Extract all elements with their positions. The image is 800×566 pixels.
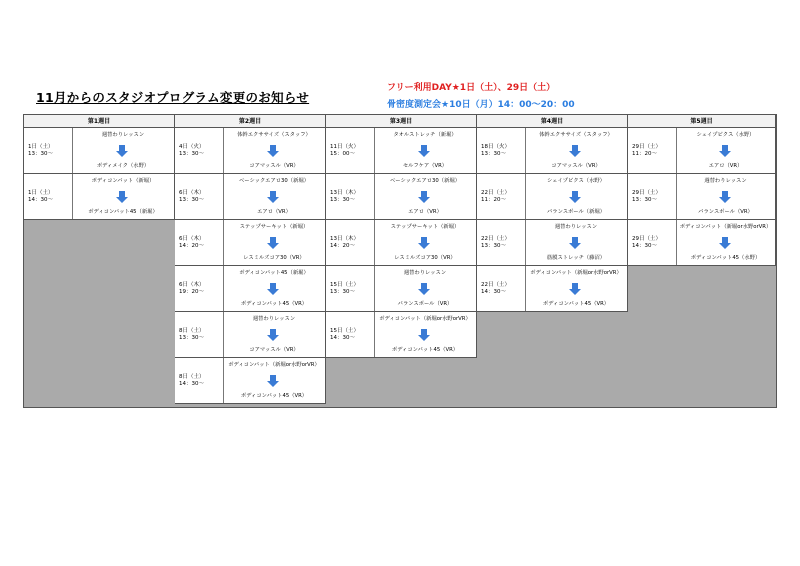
- date-label: 15日（土）: [330, 282, 359, 288]
- date-label: 22日（土）: [481, 236, 510, 242]
- old-program: 体幹エクササイズ（スタッフ）: [237, 132, 311, 138]
- date-label: 18日（火）: [481, 144, 510, 150]
- schedule-cell: [24, 174, 175, 220]
- week-header: 第4週目: [477, 115, 628, 128]
- cell-date: [179, 328, 219, 342]
- schedule-cell: [477, 174, 628, 220]
- cell-date: [330, 144, 370, 158]
- new-program: コアマッスル（VR）: [551, 163, 601, 169]
- new-program: コアマッスル（VR）: [249, 163, 299, 169]
- down-arrow-icon: [719, 237, 731, 249]
- date-label: 29日（土）: [632, 144, 661, 150]
- old-program: 週替わりレッスン: [101, 132, 145, 138]
- schedule-cell: [628, 220, 776, 266]
- date-label: 13日（木）: [330, 190, 359, 196]
- cell-divider: [676, 174, 677, 219]
- cell-date: [179, 144, 219, 158]
- cell-divider: [223, 358, 224, 403]
- time-label: 13：30〜: [179, 335, 204, 341]
- cell-divider: [223, 312, 224, 357]
- new-program: レスミルズコア30（VR）: [394, 255, 456, 261]
- time-label: 14：30〜: [28, 197, 53, 203]
- down-arrow-icon: [267, 375, 279, 387]
- time-label: 13：30〜: [330, 289, 355, 295]
- down-arrow-icon: [719, 145, 731, 157]
- cell-date: [179, 282, 219, 296]
- new-program: ボディメイク（水野）: [96, 163, 150, 169]
- date-label: 8日（土）: [179, 328, 205, 334]
- week-header: 第5週目: [628, 115, 776, 128]
- cell-date: [330, 282, 370, 296]
- down-arrow-icon: [418, 237, 430, 249]
- week-header: 第3週目: [326, 115, 477, 128]
- schedule-cell: [477, 220, 628, 266]
- new-program: バランスボール（VR）: [698, 209, 753, 215]
- old-program: ボディコンバット（新堀or水野orVR）: [679, 224, 772, 230]
- date-label: 22日（土）: [481, 190, 510, 196]
- new-program: コアマッスル（VR）: [249, 347, 299, 353]
- empty-area: [24, 220, 175, 407]
- cell-divider: [374, 266, 375, 311]
- schedule-cell: [24, 128, 175, 174]
- cell-date: [28, 190, 68, 204]
- time-label: 11：20〜: [632, 151, 657, 157]
- empty-area: [326, 358, 477, 407]
- date-label: 22日（土）: [481, 282, 510, 288]
- schedule-cell: [326, 266, 477, 312]
- new-program: バランスボール（新堀）: [546, 209, 605, 215]
- new-program: ボディコンバット45（VR）: [391, 347, 459, 353]
- cell-date: [481, 190, 521, 204]
- new-program: セルフケア（VR）: [402, 163, 448, 169]
- time-label: 19：20〜: [179, 289, 204, 295]
- down-arrow-icon: [267, 237, 279, 249]
- date-label: 6日（木）: [179, 282, 205, 288]
- cell-date: [330, 190, 370, 204]
- schedule-cell: [326, 220, 477, 266]
- date-label: 4日（火）: [179, 144, 205, 150]
- down-arrow-icon: [418, 283, 430, 295]
- new-program: ボディコンバット45（水野）: [690, 255, 761, 261]
- schedule-cell: [175, 312, 326, 358]
- cell-date: [179, 374, 219, 388]
- cell-date: [28, 144, 68, 158]
- time-label: 13：30〜: [632, 197, 657, 203]
- down-arrow-icon: [116, 191, 128, 203]
- schedule-cell: [326, 174, 477, 220]
- down-arrow-icon: [569, 145, 581, 157]
- cell-divider: [72, 174, 73, 219]
- time-label: 14：30〜: [481, 289, 506, 295]
- date-label: 11日（火）: [330, 144, 359, 150]
- old-program: ボディコンバット（新堀）: [91, 178, 155, 184]
- new-program: ボディコンバット45（VR）: [542, 301, 610, 307]
- new-program: エアロ（VR）: [408, 209, 442, 215]
- new-program: エアロ（VR）: [708, 163, 743, 169]
- cell-date: [481, 236, 521, 250]
- down-arrow-icon: [418, 191, 430, 203]
- cell-date: [632, 190, 672, 204]
- date-label: 1日（土）: [28, 144, 54, 150]
- time-label: 14：20〜: [330, 243, 355, 249]
- time-label: 13：30〜: [179, 197, 204, 203]
- down-arrow-icon: [267, 283, 279, 295]
- date-label: 29日（土）: [632, 236, 661, 242]
- empty-area: [175, 404, 326, 407]
- new-program: バランスボール（VR）: [397, 301, 453, 307]
- cell-divider: [72, 128, 73, 173]
- cell-divider: [525, 220, 526, 265]
- cell-date: [179, 236, 219, 250]
- down-arrow-icon: [267, 191, 279, 203]
- down-arrow-icon: [116, 145, 128, 157]
- down-arrow-icon: [267, 329, 279, 341]
- cell-date: [632, 236, 672, 250]
- old-program: ステップサーキット（新堀）: [239, 224, 309, 230]
- cell-divider: [223, 174, 224, 219]
- time-label: 13：30〜: [481, 151, 506, 157]
- time-label: 13：30〜: [179, 151, 204, 157]
- cell-divider: [676, 128, 677, 173]
- old-program: 週替わりレッスン: [704, 178, 747, 184]
- down-arrow-icon: [569, 283, 581, 295]
- cell-divider: [374, 174, 375, 219]
- schedule-cell: [175, 174, 326, 220]
- down-arrow-icon: [719, 191, 731, 203]
- schedule-cell: [326, 128, 477, 174]
- date-label: 6日（木）: [179, 190, 205, 196]
- time-label: 13：30〜: [28, 151, 53, 157]
- date-label: 15日（土）: [330, 328, 359, 334]
- new-program: ボディコンバット45（新堀）: [88, 209, 158, 215]
- old-program: ボディコンバット（新堀or水野orVR）: [530, 270, 622, 276]
- schedule-cell: [175, 128, 326, 174]
- old-program: シェイプピクス（水野）: [547, 178, 605, 184]
- date-label: 6日（木）: [179, 236, 205, 242]
- cell-divider: [525, 128, 526, 173]
- time-label: 13：30〜: [481, 243, 506, 249]
- down-arrow-icon: [569, 237, 581, 249]
- cell-divider: [525, 266, 526, 311]
- week-header: 第1週目: [24, 115, 175, 128]
- old-program: 体幹エクササイズ（スタッフ）: [539, 132, 613, 138]
- schedule-cell: [628, 128, 776, 174]
- schedule-cell: [175, 266, 326, 312]
- time-label: 14：30〜: [179, 381, 204, 387]
- cell-divider: [374, 312, 375, 357]
- schedule-table: [23, 114, 777, 408]
- down-arrow-icon: [569, 191, 581, 203]
- date-label: 13日（木）: [330, 236, 359, 242]
- schedule-cell: [175, 358, 326, 404]
- schedule-cell: [477, 266, 628, 312]
- new-program: ボディコンバット45（VR）: [240, 301, 308, 307]
- date-label: 1日（土）: [28, 190, 54, 196]
- schedule-cell: [477, 128, 628, 174]
- cell-date: [632, 144, 672, 158]
- new-program: 筋膜ストレッチ（藤沼）: [546, 255, 606, 261]
- time-label: 14：30〜: [330, 335, 355, 341]
- empty-area: [477, 312, 628, 407]
- page-title: 11月からのスタジオプログラム変更のお知らせ: [36, 90, 310, 105]
- old-program: 週替わりレッスン: [252, 316, 296, 322]
- time-label: 15：00〜: [330, 151, 355, 157]
- cell-date: [330, 328, 370, 342]
- old-program: 週替わりレッスン: [554, 224, 598, 230]
- cell-divider: [676, 220, 677, 265]
- empty-area: [628, 266, 776, 407]
- week-header: 第2週目: [175, 115, 326, 128]
- down-arrow-icon: [267, 145, 279, 157]
- new-program: レスミルズコア30（VR）: [243, 255, 305, 261]
- cell-divider: [223, 128, 224, 173]
- time-label: 14：20〜: [179, 243, 204, 249]
- cell-divider: [374, 128, 375, 173]
- date-label: 29日（土）: [632, 190, 661, 196]
- old-program: ボディコンバット45（新堀）: [239, 270, 309, 276]
- cell-date: [330, 236, 370, 250]
- old-program: シェイプピクス（水野）: [696, 132, 755, 138]
- cell-date: [179, 190, 219, 204]
- cell-divider: [223, 266, 224, 311]
- old-program: ベーシックエアロ30（新堀）: [390, 178, 460, 184]
- cell-divider: [374, 220, 375, 265]
- schedule-cell: [326, 312, 477, 358]
- time-label: 14：30〜: [632, 243, 657, 249]
- old-program: ステップサーキット（新堀）: [390, 224, 460, 230]
- schedule-cell: [175, 220, 326, 266]
- old-program: タオルストレッチ（新堀）: [393, 132, 457, 138]
- old-program: ボディコンバット（新堀or水野orVR）: [379, 316, 471, 322]
- bone-density-notice: 骨密度測定会★10日（月）14：00〜20：00: [387, 100, 575, 110]
- down-arrow-icon: [418, 145, 430, 157]
- time-label: 11：20〜: [481, 197, 506, 203]
- new-program: ボディコンバット45（VR）: [240, 393, 308, 399]
- old-program: 週替わりレッスン: [403, 270, 447, 276]
- down-arrow-icon: [418, 329, 430, 341]
- old-program: ボディコンバット（新堀or水野orVR）: [228, 362, 320, 368]
- date-label: 8日（土）: [179, 374, 205, 380]
- time-label: 13：30〜: [330, 197, 355, 203]
- cell-divider: [525, 174, 526, 219]
- schedule-cell: [628, 174, 776, 220]
- new-program: エアロ（VR）: [257, 209, 291, 215]
- old-program: ベーシックエアロ30（新堀）: [239, 178, 309, 184]
- cell-divider: [223, 220, 224, 265]
- cell-date: [481, 282, 521, 296]
- cell-date: [481, 144, 521, 158]
- free-day-notice: フリー利用DAY★1日（土）、29日（土）: [387, 83, 556, 93]
